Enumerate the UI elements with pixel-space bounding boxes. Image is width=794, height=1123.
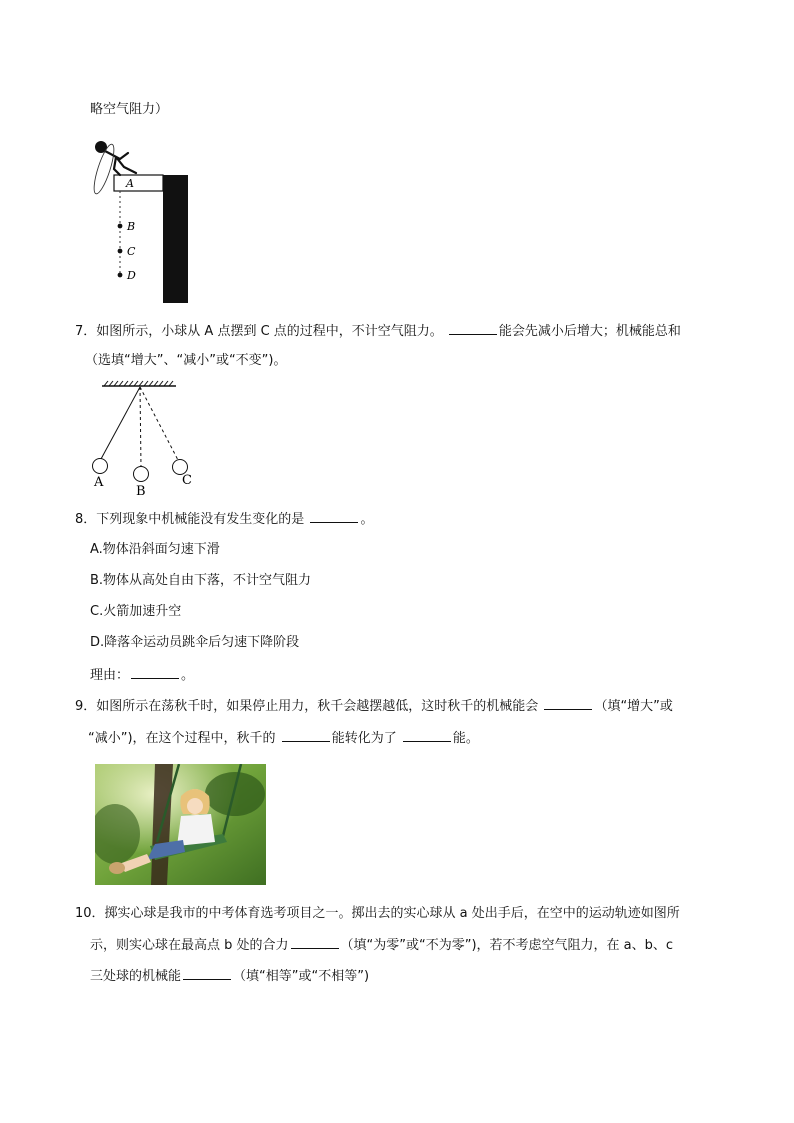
- q10-line1: 10．掷实心球是我市的中考体育选考项目之一。掷出去的实心球从 a 处出手后，在空中的运动轨迹如图所: [75, 906, 680, 921]
- q10-line2: 示，则实心球在最高点 b 处的合力 （填“为零”或“不为零”)，若不考虑空气阻力，在 a、b、c: [90, 934, 673, 956]
- q8-stem: 8．下列现象中机械能没有发生变化的是 。: [75, 508, 373, 530]
- ball-b: [134, 467, 149, 482]
- wall: [163, 175, 188, 303]
- q9-blank-1[interactable]: [544, 695, 592, 710]
- swing-photo: [95, 764, 266, 885]
- q9-blank-2[interactable]: [282, 727, 330, 742]
- q8-blank[interactable]: [310, 508, 358, 523]
- point-d: [118, 273, 123, 278]
- q10-line3: 三处球的机械能 （填“相等”或“不相等”): [90, 965, 369, 987]
- intro-tail: 略空气阻力）: [90, 102, 169, 117]
- q8-number: 8．: [75, 512, 97, 527]
- figure-pendulum: [85, 378, 195, 500]
- q10-number: 10．: [75, 906, 105, 921]
- point-b: [118, 224, 123, 229]
- platform: [114, 175, 163, 191]
- q7-blank-1[interactable]: [449, 320, 497, 335]
- label-b: B: [136, 484, 146, 499]
- q9-blank-3[interactable]: [403, 727, 451, 742]
- label-a: A: [94, 475, 104, 490]
- q7-number: 7．: [75, 324, 97, 339]
- q8-reason-blank[interactable]: [131, 664, 179, 679]
- label-d: D: [127, 269, 136, 282]
- q8-option-a: A.物体沿斜面匀速下滑: [90, 542, 220, 557]
- figure-jumper-platform: [90, 133, 200, 305]
- q7-line1: 7．如图所示，小球从 A 点摆到 C 点的过程中，不计空气阻力。 能会先减小后增大；机械能总和: [75, 320, 681, 342]
- q9-number: 9．: [75, 699, 97, 714]
- label-c: C: [182, 473, 192, 488]
- q9-line1: 9．如图所示在荡秋千时，如果停止用力，秋千会越摆越低，这时秋千的机械能会 （填“增大”或: [75, 695, 673, 717]
- q10-blank-1[interactable]: [291, 934, 339, 949]
- ball-a: [93, 459, 108, 474]
- q8-option-c: C.火箭加速升空: [90, 604, 182, 619]
- label-c: C: [127, 245, 136, 258]
- point-c: [118, 249, 123, 254]
- q8-option-b: B.物体从高处自由下落，不计空气阻力: [90, 573, 312, 588]
- q7-line2: （选填“增大”、“减小”或“不变”)。: [85, 353, 287, 368]
- q8-option-d: D.降落伞运动员跳伞后匀速下降阶段: [90, 635, 300, 650]
- q8-reason: 理由： 。: [90, 664, 194, 686]
- label-b: B: [127, 220, 136, 233]
- label-a: A: [126, 177, 134, 190]
- q9-line2: “减小”)，在这个过程中，秋千的 能转化为了 能。: [88, 727, 479, 749]
- q10-blank-2[interactable]: [183, 965, 231, 980]
